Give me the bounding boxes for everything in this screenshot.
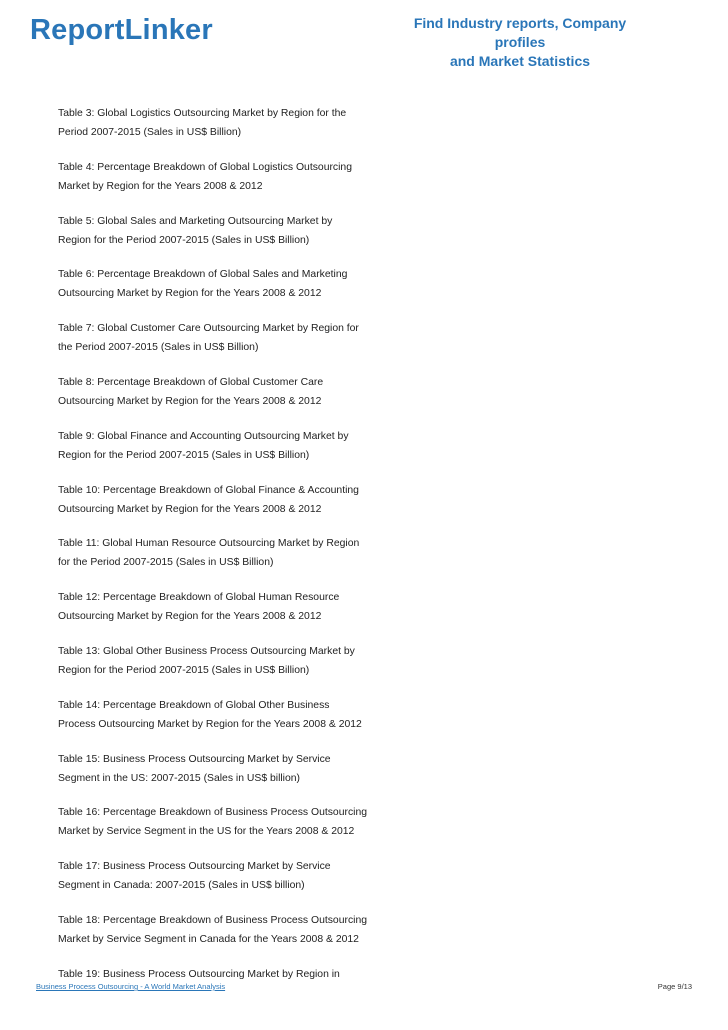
table-caption-line-2: Market by Region for the Years 2008 & 2012 (58, 180, 263, 192)
table-caption-line-1: Table 11: Global Human Resource Outsourcing Market by Region (58, 538, 360, 550)
reportlinker-logo[interactable]: ReportLinker (30, 14, 213, 46)
table-caption-line-2: Region for the Period 2007-2015 (Sales in US$ Billion) (58, 234, 310, 246)
table-caption-line-1: Table 13: Global Other Business Process Outsourcing Market by (58, 645, 355, 657)
table-caption-line-2: Outsourcing Market by Region for the Years 2008 & 2012 (58, 503, 322, 515)
report-title-link[interactable]: Business Process Outsourcing - A World Market Analysis (36, 982, 226, 991)
table-caption-line-2: the Period 2007-2015 (Sales in US$ Billion) (58, 342, 259, 354)
table-caption-line-1: Table 17: Business Process Outsourcing Market by Service (58, 861, 331, 873)
table-list-item-11 (58, 534, 398, 572)
table-list-item-7 (58, 319, 398, 357)
page-footer (36, 982, 692, 996)
table-list-item-6 (58, 265, 398, 303)
table-caption-line-2: Segment in Canada: 2007-2015 (Sales in US$ billion) (58, 880, 305, 892)
table-list (58, 104, 398, 1019)
table-caption-line-2: Outsourcing Market by Region for the Years 2008 & 2012 (58, 395, 322, 407)
table-list-item-14 (58, 696, 398, 734)
header-tagline (396, 14, 644, 71)
table-caption-line-2: for the Period 2007-2015 (Sales in US$ Billion) (58, 557, 274, 569)
table-caption-line-1: Table 3: Global Logistics Outsourcing Market by Region for the (58, 108, 347, 119)
table-caption-line-2: Market by Service Segment in the US for the Years 2008 & 2012 (58, 826, 355, 838)
table-list-item-13 (58, 642, 398, 680)
table-list-item-16 (58, 803, 398, 841)
table-caption-line-2: Outsourcing Market by Region for the Years 2008 & 2012 (58, 611, 322, 623)
table-caption-line-1: Table 5: Global Sales and Marketing Outsourcing Market by (58, 215, 333, 227)
table-caption-line-1: Table 8: Percentage Breakdown of Global Customer Care (58, 376, 324, 388)
table-caption-line-2: Process Outsourcing Market by Region for the Years 2008 & 2012 (58, 718, 362, 730)
table-caption-line-1: Table 16: Percentage Breakdown of Business Process Outsourcing (58, 807, 368, 819)
table-caption-line-2: Period 2007-2015 (Sales in US$ Billion) (58, 127, 242, 138)
table-caption-line-1: Table 12: Percentage Breakdown of Global Human Resource (58, 592, 340, 604)
table-caption-line-2: Segment in the US: 2007-2015 (Sales in US$ billion) (58, 772, 301, 784)
table-caption-line-1: Table 14: Percentage Breakdown of Global Other Business (58, 699, 330, 711)
table-list-item-5 (58, 212, 398, 250)
tagline-line-2: and Market Statistics (449, 53, 591, 69)
table-caption-line-2: Market by Service Segment in Canada for the Years 2008 & 2012 (58, 933, 359, 945)
table-list-item-18 (58, 911, 398, 949)
page-number: Page 9/13 (657, 982, 692, 991)
table-caption-line-1: Table 10: Percentage Breakdown of Global Finance & Accounting (58, 484, 359, 496)
table-caption-line-1: Table 4: Percentage Breakdown of Global Logistics Outsourcing (58, 161, 352, 173)
table-caption-line-1: Table 9: Global Finance and Accounting Outsourcing Market by (58, 430, 349, 442)
table-caption-line-1: Table 19: Business Process Outsourcing Market by Region in (58, 968, 340, 980)
table-caption-line-2: Region for the Period 2007-2015 (Sales in US$ Billion) (58, 449, 310, 461)
table-list-item-12 (58, 588, 398, 626)
table-caption-line-2: Outsourcing Market by Region for the Years 2008 & 2012 (58, 288, 322, 300)
tagline-line-1: Find Industry reports, Company profiles (413, 15, 627, 50)
table-list-item-15 (58, 750, 398, 788)
table-caption-line-1: Table 7: Global Customer Care Outsourcing Market by Region for (58, 323, 359, 335)
table-caption-line-1: Table 6: Percentage Breakdown of Global Sales and Marketing (58, 269, 348, 281)
table-list-item-3 (58, 104, 398, 142)
table-caption-line-1: Table 18: Percentage Breakdown of Business Process Outsourcing (58, 914, 368, 926)
table-caption-line-1: Table 15: Business Process Outsourcing Market by Service (58, 753, 331, 765)
table-list-item-17 (58, 857, 398, 895)
table-list-item-4 (58, 158, 398, 196)
table-list-item-8 (58, 373, 398, 411)
table-caption-line-2: Region for the Period 2007-2015 (Sales in US$ Billion) (58, 664, 310, 676)
table-list-item-10 (58, 481, 398, 519)
table-list-item-9 (58, 427, 398, 465)
